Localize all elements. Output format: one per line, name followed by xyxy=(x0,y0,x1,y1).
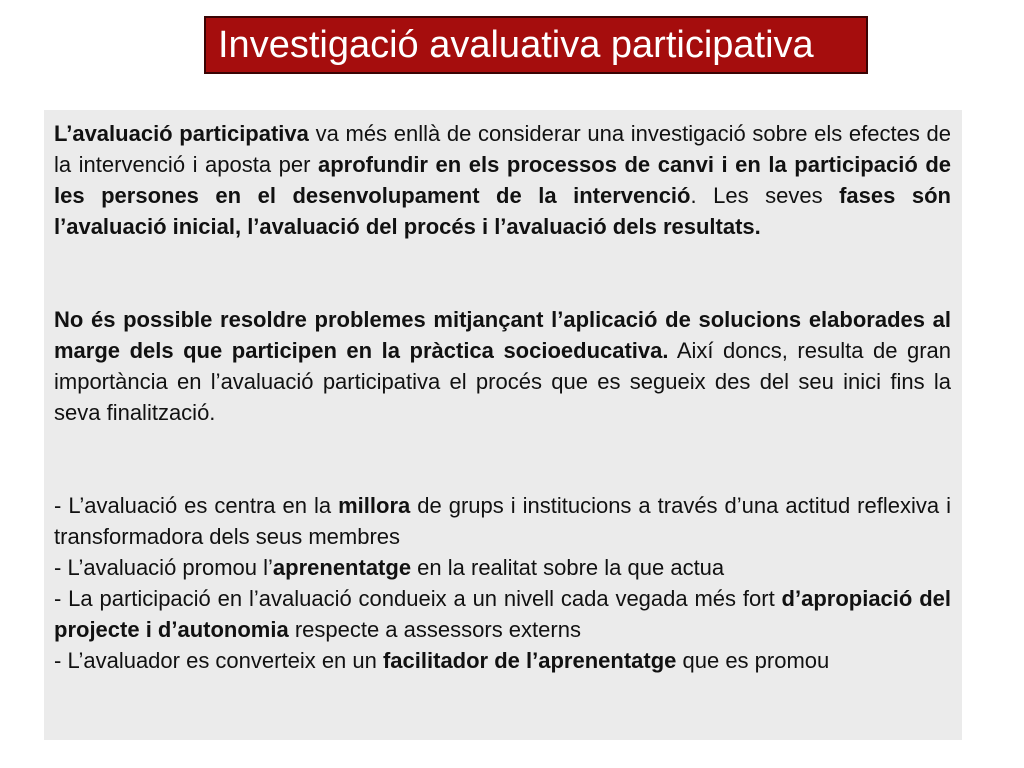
bold-text: facilitador de l’aprenentatge xyxy=(382,648,677,673)
bold-text: aprofundir en els processos de canvi i en la participació de les persones en el desenvolupament de la intervenció xyxy=(54,152,951,208)
text: va més enllà de considerar una investigació sobre els efectes de la intervenció i aposta per xyxy=(54,121,951,177)
bullet-item xyxy=(54,552,951,583)
text: - L’avaluació es centra en la xyxy=(54,493,339,518)
bullet-item xyxy=(54,645,951,676)
slide-title-box xyxy=(204,16,868,74)
content-panel xyxy=(44,110,962,740)
text: que es promou xyxy=(676,648,830,673)
text: en la realitat sobre la que actua xyxy=(411,555,725,580)
text: . Les seves xyxy=(690,183,840,208)
slide-title: Investigació avaluativa participativa xyxy=(218,24,814,66)
bold-text: millora xyxy=(338,493,411,518)
text: respecte a assessors externs xyxy=(288,617,581,642)
bullet-item xyxy=(54,583,951,645)
paragraph-definition xyxy=(54,118,951,242)
text: - La participació en l’avaluació condueix a un nivell cada vegada més fort xyxy=(54,586,782,611)
bold-text: L’avaluació participativa xyxy=(54,121,309,146)
spacer xyxy=(54,428,951,490)
bold-text: fases són l’avaluació inicial, l’avaluació del procés i l’avaluació dels resultats. xyxy=(54,183,951,239)
paragraph-importance xyxy=(54,304,951,428)
spacer xyxy=(54,242,951,304)
bullet-item xyxy=(54,490,951,552)
text: - L’avaluador es converteix en un xyxy=(54,648,383,673)
bold-text: aprenentatge xyxy=(272,555,412,580)
bold-text: No és possible resoldre problemes mitjançant l’aplicació de solucions elaborades al marge dels que participen en la pràctica socioeducativa. xyxy=(54,307,951,363)
text: Així doncs, resulta de gran importància en l’avaluació participativa el procés que es segueix des del seu inici fins la seva finalització. xyxy=(54,338,951,425)
text: - L’avaluació promou l’ xyxy=(54,555,273,580)
text: de grups i institucions a través d’una actitud reflexiva i transformadora dels seus membres xyxy=(54,493,951,549)
bold-text: d’apropiació del projecte i d’autonomia xyxy=(54,586,951,642)
